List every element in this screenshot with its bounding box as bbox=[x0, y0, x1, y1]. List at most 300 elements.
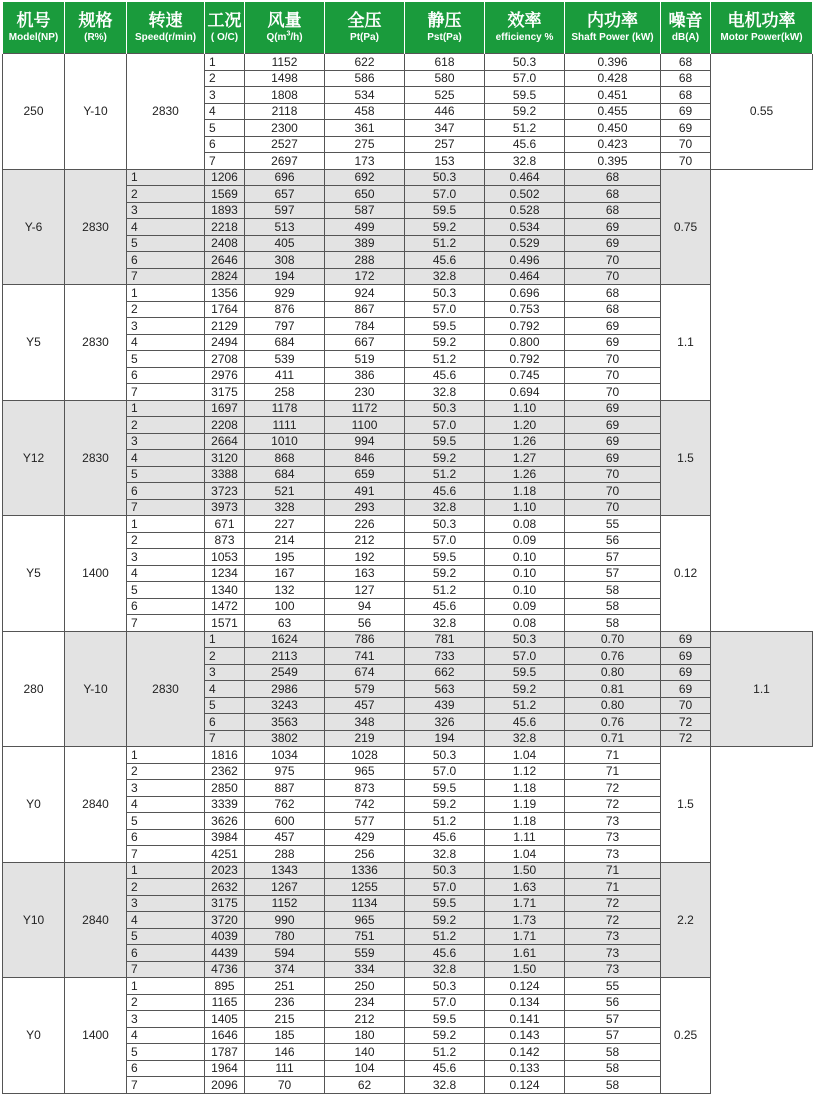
noise-cell: 55 bbox=[565, 516, 661, 533]
efficiency-cell: 50.3 bbox=[405, 400, 485, 417]
static-pressure-cell: 386 bbox=[325, 367, 405, 384]
total-pressure-cell: 1010 bbox=[245, 433, 325, 450]
noise-cell: 58 bbox=[565, 582, 661, 599]
efficiency-cell: 32.8 bbox=[405, 961, 485, 978]
shaft-power-cell: 0.464 bbox=[485, 268, 565, 285]
noise-cell: 57 bbox=[565, 1027, 661, 1044]
total-pressure-cell: 227 bbox=[245, 516, 325, 533]
header-condition: 工况 ( O/C) bbox=[205, 2, 245, 54]
noise-cell: 73 bbox=[565, 813, 661, 830]
airflow-cell: 1697 bbox=[205, 400, 245, 417]
noise-cell: 71 bbox=[565, 879, 661, 896]
static-pressure-cell: 525 bbox=[405, 87, 485, 104]
static-pressure-cell: 965 bbox=[325, 912, 405, 929]
noise-cell: 73 bbox=[565, 945, 661, 962]
static-pressure-cell: 1100 bbox=[325, 417, 405, 434]
shaft-power-cell: 0.71 bbox=[565, 730, 661, 747]
total-pressure-cell: 929 bbox=[245, 285, 325, 302]
total-pressure-cell: 696 bbox=[245, 169, 325, 186]
noise-cell: 69 bbox=[565, 219, 661, 236]
total-pressure-cell: 1267 bbox=[245, 879, 325, 896]
shaft-power-cell: 0.08 bbox=[485, 615, 565, 632]
speed-cell: 2830 bbox=[65, 285, 127, 401]
noise-cell: 68 bbox=[661, 54, 711, 71]
static-pressure-cell: 257 bbox=[405, 136, 485, 153]
airflow-cell: 2096 bbox=[205, 1077, 245, 1094]
airflow-cell: 4736 bbox=[205, 961, 245, 978]
condition-cell: 6 bbox=[127, 367, 205, 384]
total-pressure-cell: 975 bbox=[245, 763, 325, 780]
efficiency-cell: 57.0 bbox=[485, 70, 565, 87]
speed-cell: 2830 bbox=[65, 400, 127, 516]
spec-group bbox=[3, 400, 813, 516]
noise-cell: 72 bbox=[661, 730, 711, 747]
total-pressure-cell: 684 bbox=[245, 334, 325, 351]
shaft-power-cell: 0.76 bbox=[565, 714, 661, 731]
airflow-cell: 2976 bbox=[205, 367, 245, 384]
shaft-power-cell: 1.12 bbox=[485, 763, 565, 780]
static-pressure-cell: 692 bbox=[325, 169, 405, 186]
static-pressure-cell: 62 bbox=[325, 1077, 405, 1094]
speed-cell: 2830 bbox=[127, 631, 205, 747]
static-pressure-cell: 389 bbox=[325, 235, 405, 252]
noise-cell: 68 bbox=[565, 285, 661, 302]
airflow-cell: 2408 bbox=[205, 235, 245, 252]
total-pressure-cell: 167 bbox=[245, 565, 325, 582]
shaft-power-cell: 0.428 bbox=[565, 70, 661, 87]
total-pressure-cell: 1111 bbox=[245, 417, 325, 434]
static-pressure-cell: 659 bbox=[325, 466, 405, 483]
static-pressure-cell: 334 bbox=[325, 961, 405, 978]
motor-power-cell: 0.12 bbox=[661, 516, 711, 632]
shaft-power-cell: 0.134 bbox=[485, 994, 565, 1011]
airflow-cell: 3973 bbox=[205, 499, 245, 516]
airflow-cell: 2129 bbox=[205, 318, 245, 335]
condition-cell: 3 bbox=[127, 433, 205, 450]
efficiency-cell: 50.3 bbox=[485, 631, 565, 648]
noise-cell: 70 bbox=[661, 136, 711, 153]
static-pressure-cell: 867 bbox=[325, 301, 405, 318]
static-pressure-cell: 180 bbox=[325, 1027, 405, 1044]
noise-cell: 69 bbox=[661, 120, 711, 137]
spec-group bbox=[3, 285, 813, 401]
static-pressure-cell: 212 bbox=[325, 532, 405, 549]
airflow-cell: 1787 bbox=[205, 1044, 245, 1061]
noise-cell: 69 bbox=[565, 450, 661, 467]
efficiency-cell: 59.2 bbox=[485, 103, 565, 120]
condition-cell: 1 bbox=[127, 169, 205, 186]
spec-cell: Y-6 bbox=[3, 169, 65, 285]
header-model: 机号 Model(NP) bbox=[3, 2, 65, 54]
condition-cell: 4 bbox=[127, 796, 205, 813]
total-pressure-cell: 622 bbox=[325, 54, 405, 71]
total-pressure-cell: 219 bbox=[325, 730, 405, 747]
total-pressure-cell: 173 bbox=[325, 153, 405, 170]
efficiency-cell: 32.8 bbox=[405, 384, 485, 401]
shaft-power-cell: 0.70 bbox=[565, 631, 661, 648]
efficiency-cell: 59.2 bbox=[405, 796, 485, 813]
condition-cell: 2 bbox=[127, 186, 205, 203]
header-motor-power: 电机功率 Motor Power(kW) bbox=[711, 2, 813, 54]
efficiency-cell: 45.6 bbox=[405, 1060, 485, 1077]
total-pressure-cell: 600 bbox=[245, 813, 325, 830]
airflow-cell: 2208 bbox=[205, 417, 245, 434]
total-pressure-cell: 1152 bbox=[245, 895, 325, 912]
total-pressure-cell: 111 bbox=[245, 1060, 325, 1077]
noise-cell: 69 bbox=[661, 664, 711, 681]
airflow-cell: 1646 bbox=[205, 1027, 245, 1044]
static-pressure-cell: 667 bbox=[325, 334, 405, 351]
airflow-cell: 3120 bbox=[205, 450, 245, 467]
total-pressure-cell: 458 bbox=[325, 103, 405, 120]
header-static-pressure: 静压 Pst(Pa) bbox=[405, 2, 485, 54]
total-pressure-cell: 539 bbox=[245, 351, 325, 368]
static-pressure-cell: 577 bbox=[325, 813, 405, 830]
airflow-cell: 3723 bbox=[205, 483, 245, 500]
airflow-cell: 3802 bbox=[245, 730, 325, 747]
condition-cell: 4 bbox=[127, 219, 205, 236]
total-pressure-cell: 63 bbox=[245, 615, 325, 632]
speed-cell: 2840 bbox=[65, 747, 127, 863]
static-pressure-cell: 563 bbox=[405, 681, 485, 698]
efficiency-cell: 57.0 bbox=[485, 648, 565, 665]
condition-cell: 4 bbox=[205, 681, 245, 698]
shaft-power-cell: 1.04 bbox=[485, 846, 565, 863]
airflow-cell: 1206 bbox=[205, 169, 245, 186]
static-pressure-cell: 781 bbox=[405, 631, 485, 648]
noise-cell: 70 bbox=[565, 367, 661, 384]
condition-cell: 5 bbox=[127, 466, 205, 483]
total-pressure-cell: 887 bbox=[245, 780, 325, 797]
condition-cell: 1 bbox=[127, 400, 205, 417]
total-pressure-cell: 405 bbox=[245, 235, 325, 252]
condition-cell: 6 bbox=[127, 945, 205, 962]
total-pressure-cell: 288 bbox=[245, 846, 325, 863]
efficiency-cell: 51.2 bbox=[485, 120, 565, 137]
table-row bbox=[3, 169, 813, 186]
condition-cell: 2 bbox=[127, 994, 205, 1011]
efficiency-cell: 59.5 bbox=[405, 780, 485, 797]
noise-cell: 58 bbox=[565, 615, 661, 632]
noise-cell: 70 bbox=[565, 252, 661, 269]
efficiency-cell: 59.2 bbox=[405, 912, 485, 929]
noise-cell: 73 bbox=[565, 846, 661, 863]
spec-cell: Y0 bbox=[3, 978, 65, 1094]
efficiency-cell: 45.6 bbox=[405, 252, 485, 269]
condition-cell: 5 bbox=[127, 351, 205, 368]
airflow-cell: 1234 bbox=[205, 565, 245, 582]
total-pressure-cell: 674 bbox=[325, 664, 405, 681]
efficiency-cell: 51.2 bbox=[405, 351, 485, 368]
shaft-power-cell: 0.534 bbox=[485, 219, 565, 236]
efficiency-cell: 59.5 bbox=[405, 433, 485, 450]
motor-power-cell: 2.2 bbox=[661, 862, 711, 978]
shaft-power-cell: 0.745 bbox=[485, 367, 565, 384]
efficiency-cell: 57.0 bbox=[405, 417, 485, 434]
spec-cell: Y5 bbox=[3, 516, 65, 632]
airflow-cell: 1571 bbox=[205, 615, 245, 632]
airflow-cell: 4251 bbox=[205, 846, 245, 863]
shaft-power-cell: 0.696 bbox=[485, 285, 565, 302]
static-pressure-cell: 650 bbox=[325, 186, 405, 203]
speed-cell: 1400 bbox=[65, 978, 127, 1094]
condition-cell: 6 bbox=[127, 829, 205, 846]
spec-cell: Y10 bbox=[3, 862, 65, 978]
static-pressure-cell: 1255 bbox=[325, 879, 405, 896]
condition-cell: 4 bbox=[127, 1027, 205, 1044]
efficiency-cell: 51.2 bbox=[405, 813, 485, 830]
static-pressure-cell: 163 bbox=[325, 565, 405, 582]
condition-cell: 1 bbox=[127, 285, 205, 302]
airflow-cell: 2632 bbox=[205, 879, 245, 896]
shaft-power-cell: 0.143 bbox=[485, 1027, 565, 1044]
condition-cell: 6 bbox=[205, 714, 245, 731]
efficiency-cell: 59.2 bbox=[405, 565, 485, 582]
efficiency-cell: 59.5 bbox=[405, 549, 485, 566]
condition-cell: 4 bbox=[127, 334, 205, 351]
shaft-power-cell: 0.496 bbox=[485, 252, 565, 269]
static-pressure-cell: 587 bbox=[325, 202, 405, 219]
static-pressure-cell: 288 bbox=[325, 252, 405, 269]
total-pressure-cell: 215 bbox=[245, 1011, 325, 1028]
noise-cell: 58 bbox=[565, 1077, 661, 1094]
table-row bbox=[3, 978, 813, 995]
noise-cell: 70 bbox=[661, 153, 711, 170]
shaft-power-cell: 1.50 bbox=[485, 862, 565, 879]
noise-cell: 69 bbox=[661, 631, 711, 648]
efficiency-cell: 57.0 bbox=[405, 763, 485, 780]
airflow-cell: 1472 bbox=[205, 598, 245, 615]
shaft-power-cell: 1.26 bbox=[485, 433, 565, 450]
shaft-power-cell: 0.80 bbox=[565, 697, 661, 714]
airflow-unit: $Q(m^3/h)$ bbox=[266, 30, 303, 43]
shaft-power-cell: 0.502 bbox=[485, 186, 565, 203]
static-pressure-cell: 250 bbox=[325, 978, 405, 995]
condition-cell: 6 bbox=[127, 483, 205, 500]
shaft-power-cell: 0.800 bbox=[485, 334, 565, 351]
noise-cell: 69 bbox=[661, 681, 711, 698]
condition-cell: 7 bbox=[205, 730, 245, 747]
condition-cell: 5 bbox=[205, 697, 245, 714]
airflow-cell: 671 bbox=[205, 516, 245, 533]
airflow-cell: 3720 bbox=[205, 912, 245, 929]
condition-cell: 2 bbox=[127, 417, 205, 434]
noise-cell: 56 bbox=[565, 532, 661, 549]
airflow-cell: 1764 bbox=[205, 301, 245, 318]
noise-cell: 72 bbox=[565, 780, 661, 797]
efficiency-cell: 45.6 bbox=[405, 598, 485, 615]
static-pressure-cell: 580 bbox=[405, 70, 485, 87]
static-pressure-cell: 212 bbox=[325, 1011, 405, 1028]
static-pressure-cell: 846 bbox=[325, 450, 405, 467]
noise-cell: 55 bbox=[565, 978, 661, 995]
shaft-power-cell: 1.73 bbox=[485, 912, 565, 929]
airflow-cell: 2300 bbox=[245, 120, 325, 137]
airflow-cell: 3175 bbox=[205, 384, 245, 401]
airflow-cell: 1816 bbox=[205, 747, 245, 764]
total-pressure-cell: 586 bbox=[325, 70, 405, 87]
total-pressure-cell: 194 bbox=[245, 268, 325, 285]
noise-cell: 70 bbox=[565, 499, 661, 516]
efficiency-cell: 50.3 bbox=[405, 747, 485, 764]
condition-cell: 6 bbox=[127, 598, 205, 615]
total-pressure-cell: 374 bbox=[245, 961, 325, 978]
efficiency-cell: 32.8 bbox=[485, 153, 565, 170]
total-pressure-cell: 70 bbox=[245, 1077, 325, 1094]
noise-cell: 72 bbox=[661, 714, 711, 731]
condition-cell: 2 bbox=[127, 763, 205, 780]
total-pressure-cell: 348 bbox=[325, 714, 405, 731]
total-pressure-cell: 1178 bbox=[245, 400, 325, 417]
efficiency-cell: 32.8 bbox=[405, 1077, 485, 1094]
airflow-cell: 2494 bbox=[205, 334, 245, 351]
efficiency-cell: 59.5 bbox=[485, 664, 565, 681]
shaft-power-cell: 1.18 bbox=[485, 780, 565, 797]
model-cell: 250 bbox=[3, 54, 65, 170]
airflow-cell: 3243 bbox=[245, 697, 325, 714]
static-pressure-cell: 347 bbox=[405, 120, 485, 137]
shaft-power-cell: 0.81 bbox=[565, 681, 661, 698]
total-pressure-cell: 1343 bbox=[245, 862, 325, 879]
shaft-power-cell: 0.423 bbox=[565, 136, 661, 153]
shaft-power-cell: 1.19 bbox=[485, 796, 565, 813]
efficiency-cell: 59.5 bbox=[405, 202, 485, 219]
fan-performance-table bbox=[2, 2, 813, 1094]
condition-cell: 5 bbox=[127, 928, 205, 945]
total-pressure-cell: 275 bbox=[325, 136, 405, 153]
efficiency-cell: 32.8 bbox=[405, 499, 485, 516]
total-pressure-cell: 684 bbox=[245, 466, 325, 483]
efficiency-cell: 51.2 bbox=[405, 235, 485, 252]
total-pressure-cell: 258 bbox=[245, 384, 325, 401]
static-pressure-cell: 446 bbox=[405, 103, 485, 120]
total-pressure-cell: 185 bbox=[245, 1027, 325, 1044]
efficiency-cell: 50.3 bbox=[405, 978, 485, 995]
efficiency-cell: 57.0 bbox=[405, 301, 485, 318]
airflow-cell: 2549 bbox=[245, 664, 325, 681]
condition-cell: 1 bbox=[127, 516, 205, 533]
static-pressure-cell: 56 bbox=[325, 615, 405, 632]
shaft-power-cell: 0.133 bbox=[485, 1060, 565, 1077]
static-pressure-cell: 104 bbox=[325, 1060, 405, 1077]
condition-cell: 1 bbox=[205, 54, 245, 71]
static-pressure-cell: 519 bbox=[325, 351, 405, 368]
airflow-cell: 1356 bbox=[205, 285, 245, 302]
noise-cell: 69 bbox=[661, 648, 711, 665]
total-pressure-cell: 1034 bbox=[245, 747, 325, 764]
condition-cell: 7 bbox=[127, 499, 205, 516]
noise-cell: 57 bbox=[565, 1011, 661, 1028]
noise-cell: 56 bbox=[565, 994, 661, 1011]
motor-power-cell: 1.1 bbox=[711, 631, 813, 747]
noise-cell: 72 bbox=[565, 895, 661, 912]
shaft-power-cell: 1.18 bbox=[485, 483, 565, 500]
airflow-cell: 2023 bbox=[205, 862, 245, 879]
noise-cell: 69 bbox=[565, 417, 661, 434]
total-pressure-cell: 876 bbox=[245, 301, 325, 318]
header-total-pressure: 全压 Pt(Pa) bbox=[325, 2, 405, 54]
noise-cell: 58 bbox=[565, 1044, 661, 1061]
total-pressure-cell: 521 bbox=[245, 483, 325, 500]
noise-cell: 69 bbox=[565, 433, 661, 450]
efficiency-cell: 59.2 bbox=[485, 681, 565, 698]
airflow-cell: 2362 bbox=[205, 763, 245, 780]
shaft-power-cell: 0.10 bbox=[485, 565, 565, 582]
total-pressure-cell: 797 bbox=[245, 318, 325, 335]
airflow-cell: 4439 bbox=[205, 945, 245, 962]
static-pressure-cell: 751 bbox=[325, 928, 405, 945]
efficiency-cell: 50.3 bbox=[405, 169, 485, 186]
airflow-cell: 2850 bbox=[205, 780, 245, 797]
total-pressure-cell: 741 bbox=[325, 648, 405, 665]
condition-cell: 7 bbox=[127, 384, 205, 401]
airflow-cell: 3984 bbox=[205, 829, 245, 846]
airflow-cell: 873 bbox=[205, 532, 245, 549]
table-row bbox=[3, 631, 813, 648]
condition-cell: 1 bbox=[127, 978, 205, 995]
airflow-cell: 3175 bbox=[205, 895, 245, 912]
motor-power-cell: 1.1 bbox=[661, 285, 711, 401]
total-pressure-cell: 361 bbox=[325, 120, 405, 137]
table-header-row bbox=[3, 2, 813, 54]
airflow-cell: 1405 bbox=[205, 1011, 245, 1028]
spec-group bbox=[3, 54, 813, 170]
condition-cell: 2 bbox=[127, 879, 205, 896]
total-pressure-cell: 594 bbox=[245, 945, 325, 962]
noise-cell: 70 bbox=[661, 697, 711, 714]
static-pressure-cell: 226 bbox=[325, 516, 405, 533]
spec-cell: Y-10 bbox=[65, 54, 127, 170]
static-pressure-cell: 559 bbox=[325, 945, 405, 962]
noise-cell: 68 bbox=[565, 301, 661, 318]
airflow-cell: 2218 bbox=[205, 219, 245, 236]
shaft-power-cell: 1.61 bbox=[485, 945, 565, 962]
condition-cell: 3 bbox=[127, 780, 205, 797]
condition-cell: 2 bbox=[205, 70, 245, 87]
noise-cell: 69 bbox=[565, 400, 661, 417]
airflow-cell: 1498 bbox=[245, 70, 325, 87]
efficiency-cell: 45.6 bbox=[405, 367, 485, 384]
condition-cell: 5 bbox=[205, 120, 245, 137]
motor-power-cell: 0.55 bbox=[711, 54, 813, 170]
shaft-power-cell: 1.20 bbox=[485, 417, 565, 434]
static-pressure-cell: 733 bbox=[405, 648, 485, 665]
motor-power-cell: 0.75 bbox=[661, 169, 711, 285]
noise-cell: 69 bbox=[565, 334, 661, 351]
static-pressure-cell: 491 bbox=[325, 483, 405, 500]
noise-cell: 69 bbox=[565, 318, 661, 335]
airflow-cell: 1340 bbox=[205, 582, 245, 599]
motor-power-cell: 1.5 bbox=[661, 747, 711, 863]
condition-cell: 1 bbox=[127, 862, 205, 879]
efficiency-cell: 57.0 bbox=[405, 994, 485, 1011]
static-pressure-cell: 192 bbox=[325, 549, 405, 566]
static-pressure-cell: 326 bbox=[405, 714, 485, 731]
noise-cell: 71 bbox=[565, 747, 661, 764]
efficiency-cell: 32.8 bbox=[405, 615, 485, 632]
noise-cell: 70 bbox=[565, 351, 661, 368]
static-pressure-cell: 172 bbox=[325, 268, 405, 285]
static-pressure-cell: 742 bbox=[325, 796, 405, 813]
noise-cell: 73 bbox=[565, 928, 661, 945]
static-pressure-cell: 994 bbox=[325, 433, 405, 450]
total-pressure-cell: 657 bbox=[245, 186, 325, 203]
condition-cell: 4 bbox=[127, 450, 205, 467]
condition-cell: 3 bbox=[127, 1011, 205, 1028]
shaft-power-cell: 0.76 bbox=[565, 648, 661, 665]
efficiency-cell: 45.6 bbox=[405, 945, 485, 962]
noise-cell: 71 bbox=[565, 763, 661, 780]
